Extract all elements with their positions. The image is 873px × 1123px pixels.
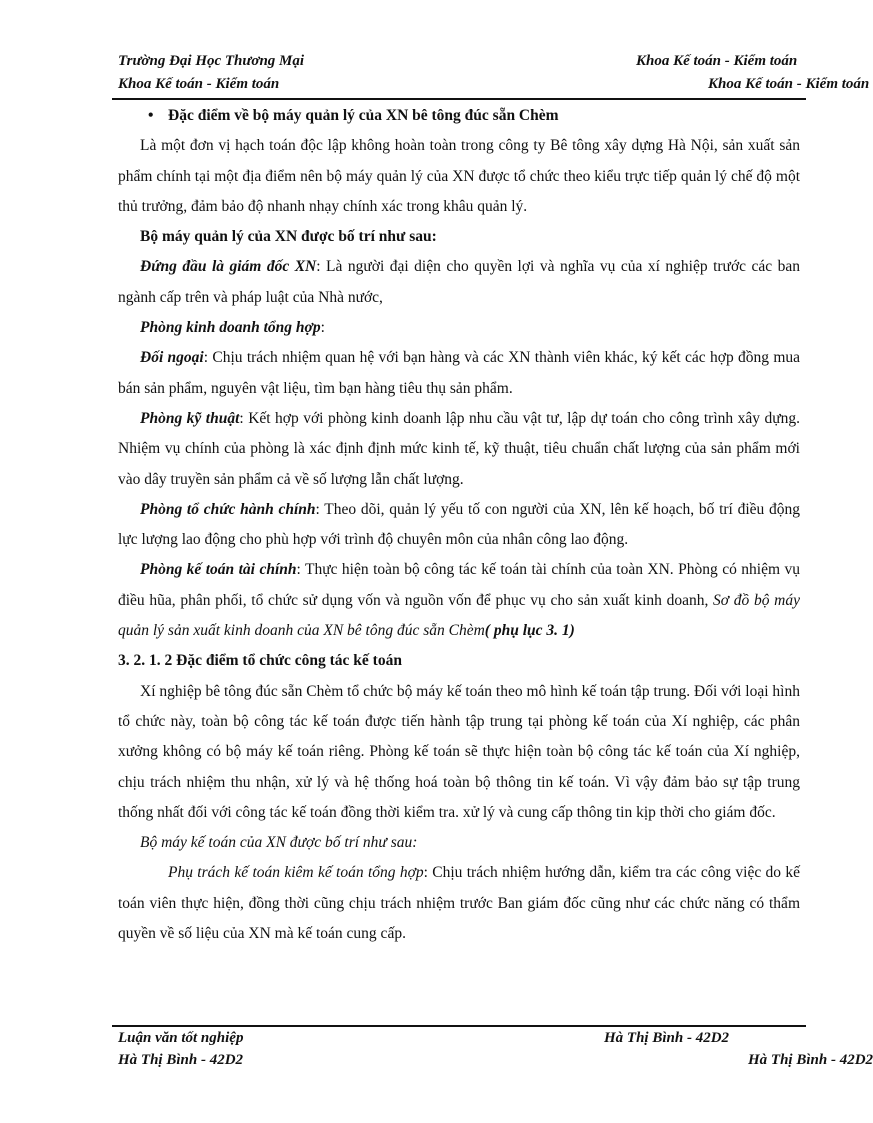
paragraph-accounting-structure: Bộ máy kế toán của XN được bố trí như sau:	[140, 834, 418, 852]
paragraph-intro: Là một đơn vị hạch toán độc lập không hoàn toàn trong công ty Bê tông xây dựng Hà Nội, sản xuất sản phẩm chính tại một địa điểm nên bộ máy quản lý của XN được tổ chức theo kiểu trực tiếp quản lý chế độ một thủ trưởng, đảm bảo độ nhanh nhạy chính xác trong khâu quản lý.	[118, 137, 800, 215]
header-faculty: Khoa Kế toán - Kiểm toán	[636, 53, 798, 69]
bullet-icon: •	[148, 107, 154, 124]
footer-author-right: Hà Thị Bình - 42D2	[748, 1052, 873, 1068]
footer-row-2	[118, 1052, 873, 1069]
footer-author-left: Hà Thị Bình - 42D2	[118, 1052, 244, 1068]
header-divider	[112, 98, 806, 100]
section-title: 3. 2. 1. 2 Đặc điểm tổ chức công tác kế toán	[118, 652, 402, 670]
paragraph-external: Đối ngoại: Chịu trách nhiệm quan hệ với bạn hàng và các XN thành viên khác, ký kết các hợp đồng mua bán sản phẩm, nguyên vật liệu, tìm bạn hàng tiêu thụ sản phẩm.	[118, 349, 801, 397]
paragraph-admin: Phòng tổ chức hành chính: Theo dõi, quản lý yếu tố con người của XN, lên kế hoạch, bố trí điều động lực lượng lao động cho phù hợp với trình độ chuyên môn của nhân công lao động.	[118, 500, 800, 549]
header-school: Trường Đại Học Thương Mại	[118, 53, 305, 69]
bullet-heading: • Đặc điểm về bộ máy quản lý của XN bê tông đúc sẵn Chèm	[118, 101, 800, 131]
paragraph-technical: Phòng kỹ thuật: Kết hợp với phòng kinh doanh lập nhu cầu vật tư, lập dự toán cho công trình xây dựng. Nhiệm vụ chính của phòng là xác định định mức kinh tế, kỹ thuật, tiêu chuẩn chất lượng của sản phẩm mới vào dây truyền sản phẩm cả về số lượng lẫn chất lượng.	[118, 409, 800, 488]
paragraph-structure-heading: Bộ máy quản lý của XN được bố trí như sau:	[140, 228, 437, 246]
paragraph-director: Đứng đầu là giám đốc XN: Là người đại diện cho quyền lợi và nghĩa vụ của xí nghiệp trước các ban ngành cấp trên và pháp luật của Nhà nước,	[118, 258, 801, 306]
paragraph-finance: Phòng kế toán tài chính: Thực hiện toàn bộ công tác kế toán tài chính của toàn XN. Phòng có nhiệm vụ điều hũa, phân phối, tổ chức sử dụng vốn và nguồn vốn để phục vụ cho sản xuất kinh doanh, Sơ đồ bộ máy quản lý sản xuất kinh doanh của XN bê tông đúc sẵn Chèm( phụ lục 3. 1)	[118, 561, 800, 640]
header-row-2	[118, 76, 870, 93]
header-row-1	[118, 53, 816, 70]
footer-author: Hà Thị Bình - 42D2	[604, 1030, 730, 1046]
paragraph-chief-accountant: Phụ trách kế toán kiêm kế toán tổng hợp: Chịu trách nhiệm hướng dẫn, kiểm tra các công việc do kế toán viên thực hiện, đồng thời cũng chịu trách nhiệm trước Ban giám đốc cũng như các chức năng có thẩm quyền về số liệu của XN mà kế toán cung cấp.	[118, 864, 801, 943]
footer-divider	[112, 1025, 806, 1027]
paragraph-accounting-org: Xí nghiệp bê tông đúc sẵn Chèm tổ chức bộ máy kế toán theo mô hình kế toán tập trung. Đối với loại hình tổ chức này, toàn bộ công tác kế toán được tiến hành tập trung tại phòng kế toán của Xí nghiệp, các phân xưởng không có bộ máy kế toán riêng. Phòng kế toán sẽ thực hiện toàn bộ công tác kế toán của Xí nghiệp, chịu trách nhiệm thu nhận, xử lý và hệ thống hoá toàn bộ thông tin kế toán. Vì vậy đảm bảo sự tập trung thống nhất đối với công tác kế toán đồng thời kiểm tra. xử lý và cung cấp thông tin kịp thời cho giám đốc.	[118, 682, 800, 821]
footer-row-1	[118, 1030, 730, 1047]
paragraph-business: Phòng kinh doanh tổng hợp:	[140, 319, 325, 337]
header-faculty-left: Khoa Kế toán - Kiểm toán	[118, 76, 280, 92]
footer-thesis-label: Luận văn tốt nghiệp	[118, 1030, 244, 1046]
header-faculty-right: Khoa Kế toán - Kiểm toán	[708, 76, 870, 92]
document-body	[118, 101, 800, 949]
